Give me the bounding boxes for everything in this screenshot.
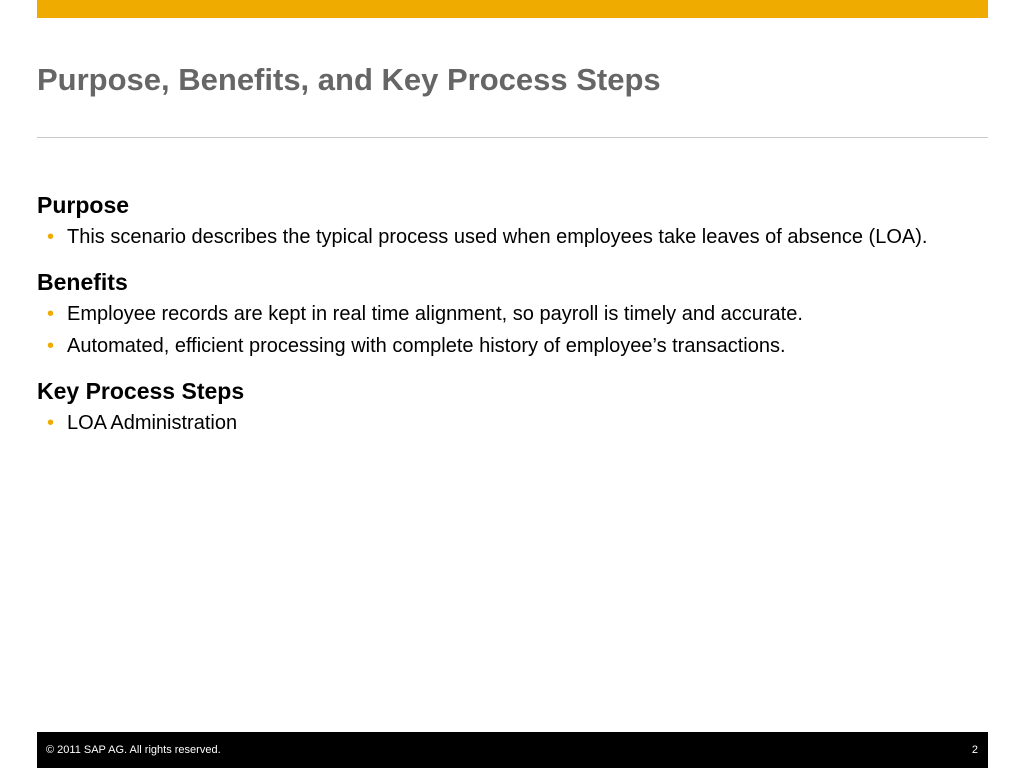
title-divider (37, 137, 988, 138)
purpose-bullet-list (37, 223, 988, 251)
bullet-dot-icon: • (47, 335, 55, 357)
top-accent-bar (37, 0, 988, 18)
bullet-text: Employee records are kept in real time alignment, so payroll is timely and accurate. (67, 303, 803, 325)
key-steps-bullet-list (37, 409, 988, 437)
bullet-dot-icon: • (47, 226, 55, 248)
bullet-item (37, 332, 988, 360)
slide-footer (37, 732, 988, 768)
bullet-dot-icon: • (47, 303, 55, 325)
section-heading-key-process-steps: Key Process Steps (37, 378, 245, 404)
slide-title: Purpose, Benefits, and Key Process Steps (37, 62, 661, 97)
benefits-bullet-list (37, 300, 988, 360)
bullet-item (37, 300, 988, 328)
section-benefits (37, 267, 988, 360)
section-purpose (37, 190, 988, 251)
slide-content (37, 190, 988, 453)
bullet-text: Automated, efficient processing with complete history of employee’s transactions. (67, 335, 786, 357)
section-heading-purpose: Purpose (37, 192, 130, 218)
bullet-item (37, 223, 988, 251)
bullet-dot-icon: • (47, 412, 55, 434)
bullet-text: LOA Administration (67, 412, 238, 434)
copyright-notice: © 2011 SAP AG. All rights reserved. (46, 744, 221, 756)
bullet-item (37, 409, 988, 437)
page-number: 2 (971, 744, 978, 756)
bullet-text: This scenario describes the typical process used when employees take leaves of absence (LOA). (67, 226, 928, 248)
section-key-process-steps (37, 376, 988, 437)
section-heading-benefits: Benefits (37, 269, 128, 295)
